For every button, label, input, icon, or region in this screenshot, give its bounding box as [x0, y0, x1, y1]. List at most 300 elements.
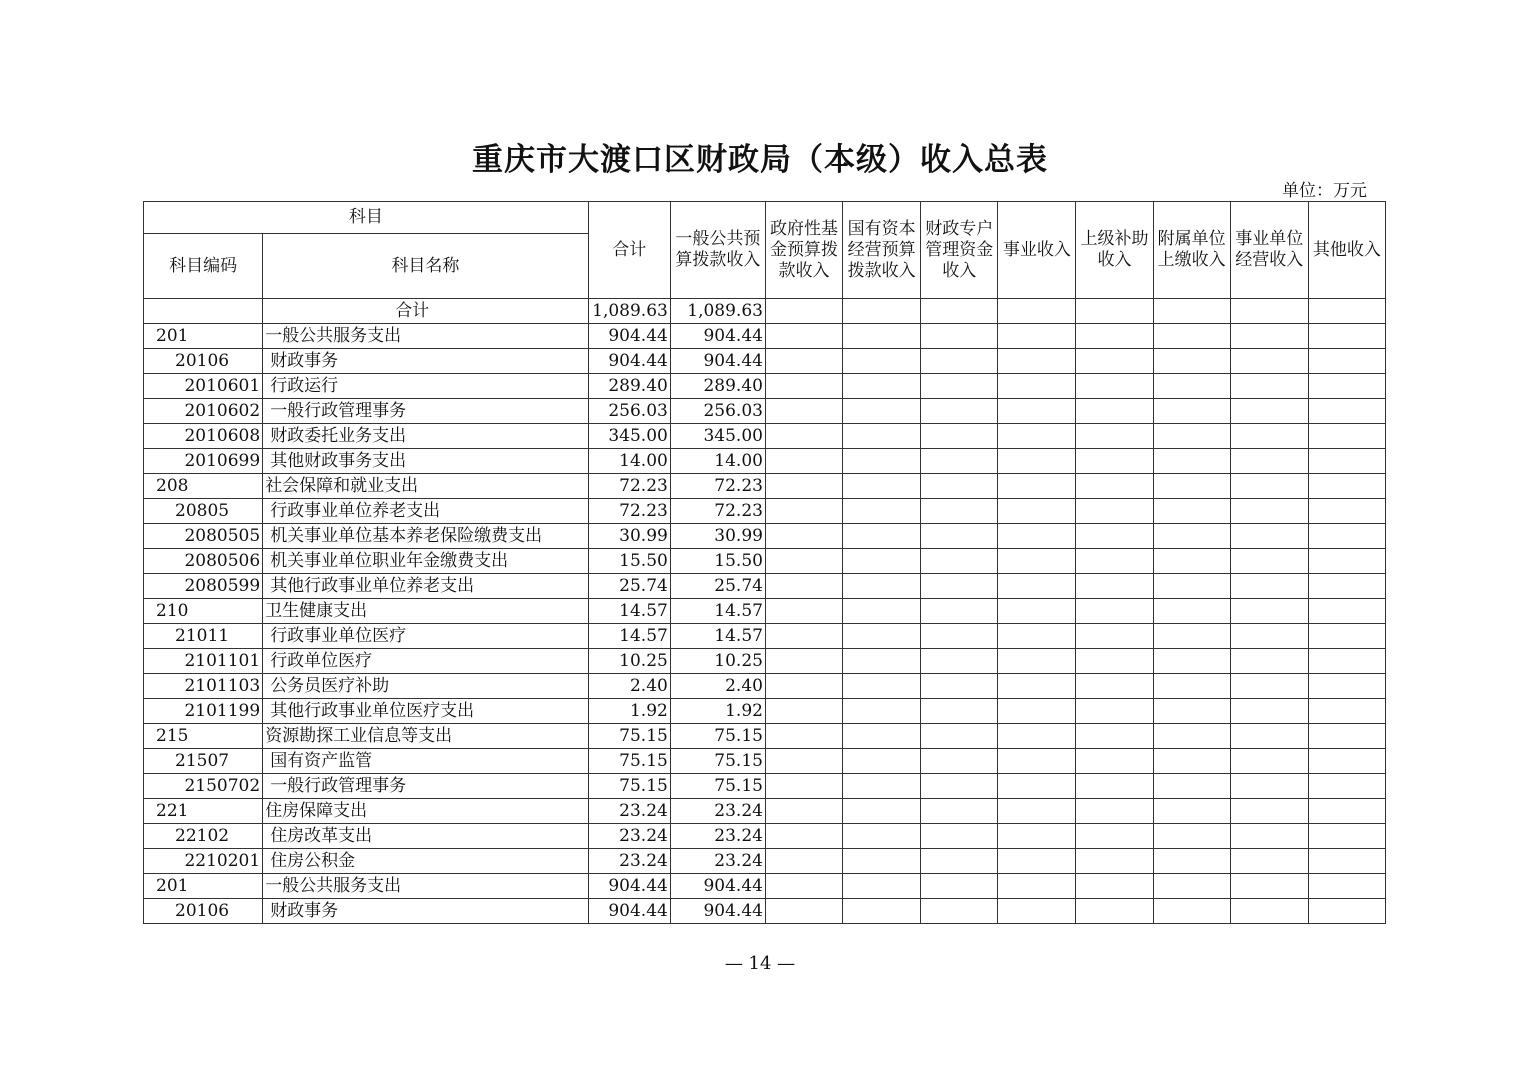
empty-cell: [921, 549, 998, 574]
empty-cell: [1076, 574, 1153, 599]
empty-cell: [1308, 699, 1385, 724]
empty-cell: [998, 474, 1076, 499]
subject-code: 2010601: [144, 374, 263, 399]
empty-cell: [1308, 524, 1385, 549]
empty-cell: [765, 349, 842, 374]
row-general-budget: 256.03: [670, 399, 765, 424]
empty-cell: [1308, 374, 1385, 399]
empty-cell: [1076, 424, 1153, 449]
subject-name: 行政运行: [263, 374, 589, 399]
table-row: [144, 749, 1386, 774]
empty-cell: [1076, 324, 1153, 349]
row-general-budget: 904.44: [670, 324, 765, 349]
empty-cell: [998, 449, 1076, 474]
empty-cell: [998, 599, 1076, 624]
subject-code: 22102: [144, 824, 263, 849]
empty-cell: [1153, 474, 1230, 499]
empty-cell: [1153, 499, 1230, 524]
subject-name: 一般行政管理事务: [263, 399, 589, 424]
total-label: 合计: [263, 299, 589, 324]
subject-name: 机关事业单位基本养老保险缴费支出: [263, 524, 589, 549]
empty-cell: [1230, 599, 1308, 624]
row-total: 75.15: [588, 724, 670, 749]
empty-cell: [1230, 749, 1308, 774]
subject-name: 其他行政事业单位医疗支出: [263, 699, 589, 724]
empty-cell: [843, 849, 921, 874]
row-total: 72.23: [588, 474, 670, 499]
subject-name: 其他财政事务支出: [263, 449, 589, 474]
row-general-budget: 1.92: [670, 699, 765, 724]
header-total: 合计: [588, 202, 670, 299]
row-total: 15.50: [588, 549, 670, 574]
empty-cell: [843, 549, 921, 574]
empty-cell: [921, 824, 998, 849]
empty-cell: [1153, 824, 1230, 849]
empty-cell: [765, 424, 842, 449]
empty-cell: [1076, 624, 1153, 649]
empty-cell: [1230, 874, 1308, 899]
subject-code: 2210201: [144, 849, 263, 874]
row-general-budget: 14.57: [670, 599, 765, 624]
empty-cell: [843, 424, 921, 449]
empty-cell: [998, 874, 1076, 899]
row-general-budget: 2.40: [670, 674, 765, 699]
empty-cell: [1308, 624, 1385, 649]
table-row: [144, 674, 1386, 699]
empty-cell: [1076, 849, 1153, 874]
empty-cell: [998, 499, 1076, 524]
empty-cell: [998, 399, 1076, 424]
empty-cell: [1308, 899, 1385, 924]
subject-name: 其他行政事业单位养老支出: [263, 574, 589, 599]
empty-cell: [765, 849, 842, 874]
empty-cell: [1076, 874, 1153, 899]
table-row: [144, 549, 1386, 574]
row-total: 1.92: [588, 699, 670, 724]
table-row: [144, 524, 1386, 549]
empty-cell: [765, 824, 842, 849]
empty-cell: [1076, 549, 1153, 574]
empty-cell: [1076, 724, 1153, 749]
empty-cell: [765, 899, 842, 924]
empty-cell: [765, 624, 842, 649]
subject-code: 2010608: [144, 424, 263, 449]
subject-code: 2150702: [144, 774, 263, 799]
table-row: [144, 474, 1386, 499]
table-row: [144, 349, 1386, 374]
empty-cell: [1076, 674, 1153, 699]
empty-cell: [921, 749, 998, 774]
page-number: — 14 —: [724, 953, 796, 974]
empty-cell: [1308, 799, 1385, 824]
subject-name: 机关事业单位职业年金缴费支出: [263, 549, 589, 574]
table-row: [144, 899, 1386, 924]
subject-name: 资源勘探工业信息等支出: [263, 724, 589, 749]
table-row: [144, 724, 1386, 749]
empty-cell: [1153, 324, 1230, 349]
row-total: 75.15: [588, 749, 670, 774]
subject-name: 国有资产监管: [263, 749, 589, 774]
subject-name: 一般行政管理事务: [263, 774, 589, 799]
empty-cell: [1076, 399, 1153, 424]
header-general-budget: 一般公共预算拨款收入: [670, 202, 765, 299]
row-general-budget: 14.57: [670, 624, 765, 649]
empty-cell: [1153, 774, 1230, 799]
empty-cell: [1230, 824, 1308, 849]
empty-cell: [843, 749, 921, 774]
subject-name: 行政事业单位养老支出: [263, 499, 589, 524]
empty-cell: [765, 599, 842, 624]
row-total: 904.44: [588, 324, 670, 349]
empty-cell: [1308, 849, 1385, 874]
empty-cell: [998, 349, 1076, 374]
empty-cell: [998, 624, 1076, 649]
empty-cell: [1153, 799, 1230, 824]
row-general-budget: 25.74: [670, 574, 765, 599]
empty-cell: [765, 699, 842, 724]
row-total: 75.15: [588, 774, 670, 799]
empty-cell: [765, 799, 842, 824]
empty-cell: [765, 574, 842, 599]
empty-cell: [1076, 499, 1153, 524]
empty-cell: [1230, 374, 1308, 399]
table-row: [144, 799, 1386, 824]
empty-cell: [1076, 349, 1153, 374]
subject-name: 财政事务: [263, 899, 589, 924]
empty-cell: [843, 899, 921, 924]
table-row: [144, 324, 1386, 349]
subject-code: 210: [144, 599, 263, 624]
table-row: [144, 774, 1386, 799]
row-general-budget: 75.15: [670, 749, 765, 774]
empty-cell: [843, 499, 921, 524]
empty-cell: [843, 574, 921, 599]
empty-cell: [1153, 649, 1230, 674]
empty-cell: [921, 774, 998, 799]
row-total: 289.40: [588, 374, 670, 399]
empty-cell: [1230, 849, 1308, 874]
row-total: 14.57: [588, 624, 670, 649]
subject-code: 208: [144, 474, 263, 499]
empty-cell: [1308, 649, 1385, 674]
empty-cell: [765, 749, 842, 774]
empty-cell: [1076, 524, 1153, 549]
empty-cell: [998, 849, 1076, 874]
empty-cell: [998, 524, 1076, 549]
empty-cell: [1230, 724, 1308, 749]
row-total: 345.00: [588, 424, 670, 449]
subject-name: 行政单位医疗: [263, 649, 589, 674]
empty-cell: [1076, 699, 1153, 724]
row-general-budget: 14.00: [670, 449, 765, 474]
subject-name: 住房公积金: [263, 849, 589, 874]
table-row: [144, 574, 1386, 599]
empty-cell: [921, 399, 998, 424]
empty-cell: [1308, 499, 1385, 524]
empty-cell: [843, 774, 921, 799]
table-row: [144, 649, 1386, 674]
empty-cell: [1076, 374, 1153, 399]
empty-cell: [843, 349, 921, 374]
row-total: 14.00: [588, 449, 670, 474]
empty-cell: [843, 474, 921, 499]
table-row: [144, 849, 1386, 874]
row-general-budget: 75.15: [670, 724, 765, 749]
empty-cell: [921, 374, 998, 399]
empty-cell: [843, 799, 921, 824]
empty-cell: [921, 624, 998, 649]
empty-cell: [765, 324, 842, 349]
row-general-budget: 904.44: [670, 349, 765, 374]
empty-cell: [765, 874, 842, 899]
empty-cell: [765, 524, 842, 549]
row-general-budget: 23.24: [670, 849, 765, 874]
empty-cell: [1153, 724, 1230, 749]
empty-cell: [1153, 899, 1230, 924]
empty-cell: [998, 574, 1076, 599]
empty-cell: [998, 724, 1076, 749]
empty-cell: [1153, 749, 1230, 774]
empty-cell: [1230, 524, 1308, 549]
row-total: 23.24: [588, 849, 670, 874]
empty-cell: [1308, 674, 1385, 699]
empty-cell: [765, 499, 842, 524]
header-gov-fund: 政府性基金预算拨款收入: [765, 202, 842, 299]
empty-cell: [998, 374, 1076, 399]
header-special-account: 财政专户管理资金收入: [921, 202, 998, 299]
header-operating: 事业单位经营收入: [1230, 202, 1308, 299]
empty-cell: [765, 449, 842, 474]
total-code-cell: [144, 299, 263, 324]
empty-cell: [1230, 899, 1308, 924]
empty-cell: [843, 874, 921, 899]
empty-cell: [998, 749, 1076, 774]
row-general-budget: 904.44: [670, 874, 765, 899]
empty-cell: [1308, 474, 1385, 499]
empty-cell: [1153, 399, 1230, 424]
empty-cell: [998, 649, 1076, 674]
empty-cell: [843, 624, 921, 649]
empty-cell: [998, 424, 1076, 449]
empty-cell: [1153, 549, 1230, 574]
empty-cell: [1230, 674, 1308, 699]
row-general-budget: 23.24: [670, 799, 765, 824]
empty-cell: [998, 774, 1076, 799]
empty-cell: [998, 824, 1076, 849]
empty-cell: [921, 474, 998, 499]
empty-cell: [1230, 349, 1308, 374]
empty-cell: [1153, 599, 1230, 624]
total-row: [144, 299, 1386, 324]
empty-cell: [765, 399, 842, 424]
empty-cell: [921, 524, 998, 549]
subject-name: 住房改革支出: [263, 824, 589, 849]
table-row: [144, 374, 1386, 399]
empty-cell: [1230, 649, 1308, 674]
empty-cell: [1308, 599, 1385, 624]
empty-cell: [921, 699, 998, 724]
row-general-budget: 10.25: [670, 649, 765, 674]
empty-cell: [921, 674, 998, 699]
subject-name: 公务员医疗补助: [263, 674, 589, 699]
table-row: [144, 874, 1386, 899]
empty-cell: [1230, 799, 1308, 824]
header-code: 科目编码: [144, 234, 263, 299]
empty-cell: [998, 699, 1076, 724]
empty-cell: [921, 324, 998, 349]
empty-cell: [1308, 349, 1385, 374]
empty-cell: [1308, 724, 1385, 749]
subject-name: 社会保障和就业支出: [263, 474, 589, 499]
row-total: 904.44: [588, 874, 670, 899]
empty-cell: [1308, 324, 1385, 349]
row-general-budget: 904.44: [670, 899, 765, 924]
empty-cell: [1230, 499, 1308, 524]
table-row: [144, 624, 1386, 649]
subject-code: 21011: [144, 624, 263, 649]
empty-cell: [843, 699, 921, 724]
empty-cell: [921, 499, 998, 524]
header-subject: 科目: [144, 202, 589, 234]
empty-cell: [1076, 474, 1153, 499]
subject-code: 201: [144, 874, 263, 899]
empty-cell: [1230, 399, 1308, 424]
empty-cell: [765, 374, 842, 399]
subject-code: 2080599: [144, 574, 263, 599]
row-total: 904.44: [588, 349, 670, 374]
subject-name: 行政事业单位医疗: [263, 624, 589, 649]
empty-cell: [1230, 324, 1308, 349]
subject-code: 2080506: [144, 549, 263, 574]
row-total: 10.25: [588, 649, 670, 674]
subject-code: 20805: [144, 499, 263, 524]
header-business-income: 事业收入: [998, 202, 1076, 299]
table-row: [144, 424, 1386, 449]
empty-cell: [921, 349, 998, 374]
table-row: [144, 699, 1386, 724]
empty-cell: [765, 674, 842, 699]
empty-cell: [765, 549, 842, 574]
subject-code: 2010602: [144, 399, 263, 424]
header-upper-subsidy: 上级补助收入: [1076, 202, 1153, 299]
empty-cell: [1153, 874, 1230, 899]
empty-cell: [1230, 449, 1308, 474]
empty-cell: [1076, 824, 1153, 849]
row-general-budget: 23.24: [670, 824, 765, 849]
row-total: 14.57: [588, 599, 670, 624]
row-general-budget: 30.99: [670, 524, 765, 549]
subject-name: 财政委托业务支出: [263, 424, 589, 449]
empty-cell: [765, 474, 842, 499]
row-general-budget: 15.50: [670, 549, 765, 574]
empty-cell: [1153, 424, 1230, 449]
empty-cell: [843, 724, 921, 749]
subject-code: 221: [144, 799, 263, 824]
page-title: 重庆市大渡口区财政局（本级）收入总表: [472, 142, 1048, 178]
subject-code: 21507: [144, 749, 263, 774]
empty-cell: [765, 724, 842, 749]
empty-cell: [921, 599, 998, 624]
subject-code: 2080505: [144, 524, 263, 549]
empty-cell: [1308, 774, 1385, 799]
empty-cell: [1153, 849, 1230, 874]
subject-code: 2101199: [144, 699, 263, 724]
row-total: 23.24: [588, 799, 670, 824]
empty-cell: [843, 449, 921, 474]
row-general-budget: 289.40: [670, 374, 765, 399]
empty-cell: [1153, 349, 1230, 374]
row-general-budget: 345.00: [670, 424, 765, 449]
row-total: 904.44: [588, 899, 670, 924]
empty-cell: [843, 324, 921, 349]
empty-cell: [1230, 549, 1308, 574]
income-summary-table: [143, 201, 1386, 924]
table-row: [144, 599, 1386, 624]
empty-cell: [1076, 799, 1153, 824]
empty-cell: [1153, 699, 1230, 724]
subject-code: 2010699: [144, 449, 263, 474]
empty-cell: [1308, 749, 1385, 774]
row-total: 2.40: [588, 674, 670, 699]
empty-cell: [921, 874, 998, 899]
subject-name: 住房保障支出: [263, 799, 589, 824]
total-amount: 1,089.63: [588, 299, 670, 324]
empty-cell: [1308, 574, 1385, 599]
subject-code: 215: [144, 724, 263, 749]
empty-cell: [1076, 599, 1153, 624]
empty-cell: [1076, 449, 1153, 474]
empty-cell: [843, 599, 921, 624]
row-general-budget: 72.23: [670, 499, 765, 524]
empty-cell: [998, 674, 1076, 699]
subject-code: 20106: [144, 899, 263, 924]
empty-cell: [921, 649, 998, 674]
empty-cell: [921, 449, 998, 474]
empty-cell: [843, 374, 921, 399]
empty-cell: [1153, 674, 1230, 699]
empty-cell: [921, 724, 998, 749]
empty-cell: [1076, 749, 1153, 774]
header-other: 其他收入: [1308, 202, 1385, 299]
empty-cell: [765, 649, 842, 674]
header-state-capital: 国有资本 经营预算 拨款收入: [843, 202, 921, 299]
empty-cell: [1308, 824, 1385, 849]
empty-cell: [1308, 449, 1385, 474]
empty-cell: [921, 424, 998, 449]
empty-cell: [998, 899, 1076, 924]
empty-cell: [921, 574, 998, 599]
empty-cell: [1308, 549, 1385, 574]
row-total: 30.99: [588, 524, 670, 549]
row-general-budget: 75.15: [670, 774, 765, 799]
empty-cell: [1153, 574, 1230, 599]
empty-cell: [1153, 524, 1230, 549]
empty-cell: [843, 824, 921, 849]
empty-cell: [843, 649, 921, 674]
empty-cell: [998, 324, 1076, 349]
empty-cell: [1308, 399, 1385, 424]
subject-name: 财政事务: [263, 349, 589, 374]
table-row: [144, 399, 1386, 424]
table-row: [144, 499, 1386, 524]
empty-cell: [1230, 424, 1308, 449]
row-total: 72.23: [588, 499, 670, 524]
empty-cell: [921, 849, 998, 874]
empty-cell: [1153, 449, 1230, 474]
subject-name: 一般公共服务支出: [263, 324, 589, 349]
subject-code: 20106: [144, 349, 263, 374]
header-name: 科目名称: [263, 234, 589, 299]
